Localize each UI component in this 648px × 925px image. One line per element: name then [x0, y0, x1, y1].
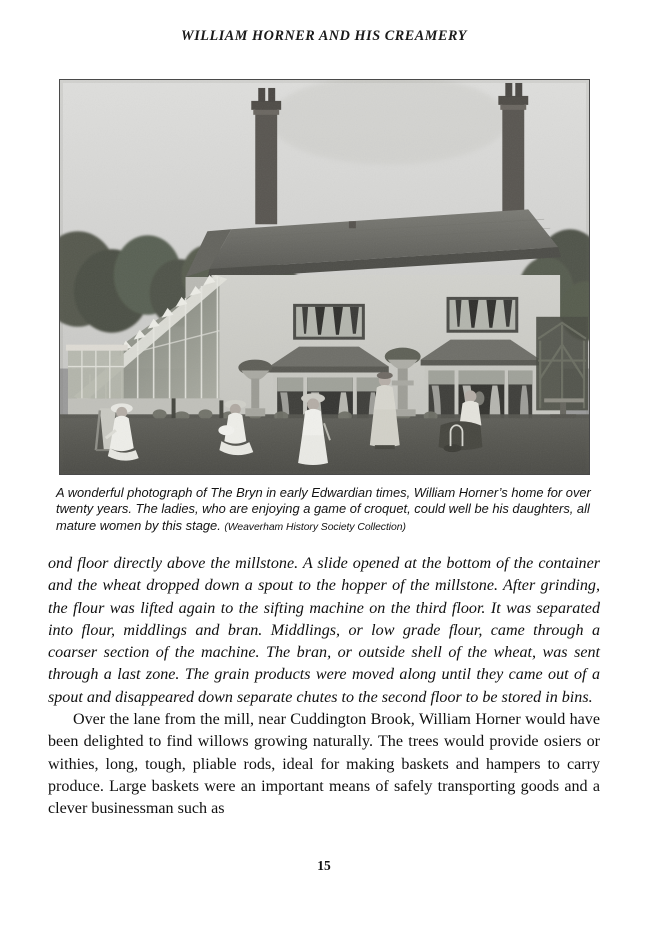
upper-window-left	[293, 304, 365, 340]
upper-window-right	[447, 297, 519, 333]
photo-caption	[56, 485, 596, 536]
pergola-arbour	[536, 317, 588, 418]
page-number: 15	[317, 858, 331, 873]
paragraph-1: ond floor directly above the millstone. A slide opened at the bottom of the container and the wheat dropped down a spout to the hopper of the millstone. After grinding, the flour was lifted again to the sifting machine on the third floor. It was separated into flour, middlings and bran. Middlings, or low grade flour, came through a coarser section of the machine. The bran, or outside shell of the wheat, was sent through a last zone. The grain products were moved along until they came out of a spout and disappeared down separate chutes to the second floor to be stored in bins.	[48, 555, 600, 706]
caption-credit: (Weaverham History Society Collection)	[224, 521, 406, 533]
chimney-left	[251, 88, 281, 224]
body-text-block	[48, 553, 600, 821]
photograph-plate	[59, 79, 590, 475]
photograph-image	[60, 80, 589, 474]
caption-text: A wonderful photograph of The Bryn in early Edwardian times, William Horner’s home for over twenty years. The ladies, who are enjoying a game of croquet, could well be his daughters, all mature women by this stage.	[56, 485, 591, 533]
paragraph-2: Over the lane from the mill, near Cuddington Brook, William Horner would have been delighted to find willows growing naturally. The trees would provide osiers or withies, long, tough, pliable rods, ideal for making baskets and hampers to carry produce. Large baskets were an important means of safely transporting goods and a clever businessman such as	[48, 711, 600, 818]
chimney-right	[498, 83, 528, 211]
running-head: WILLIAM HORNER AND HIS CREAMERY	[181, 28, 467, 44]
